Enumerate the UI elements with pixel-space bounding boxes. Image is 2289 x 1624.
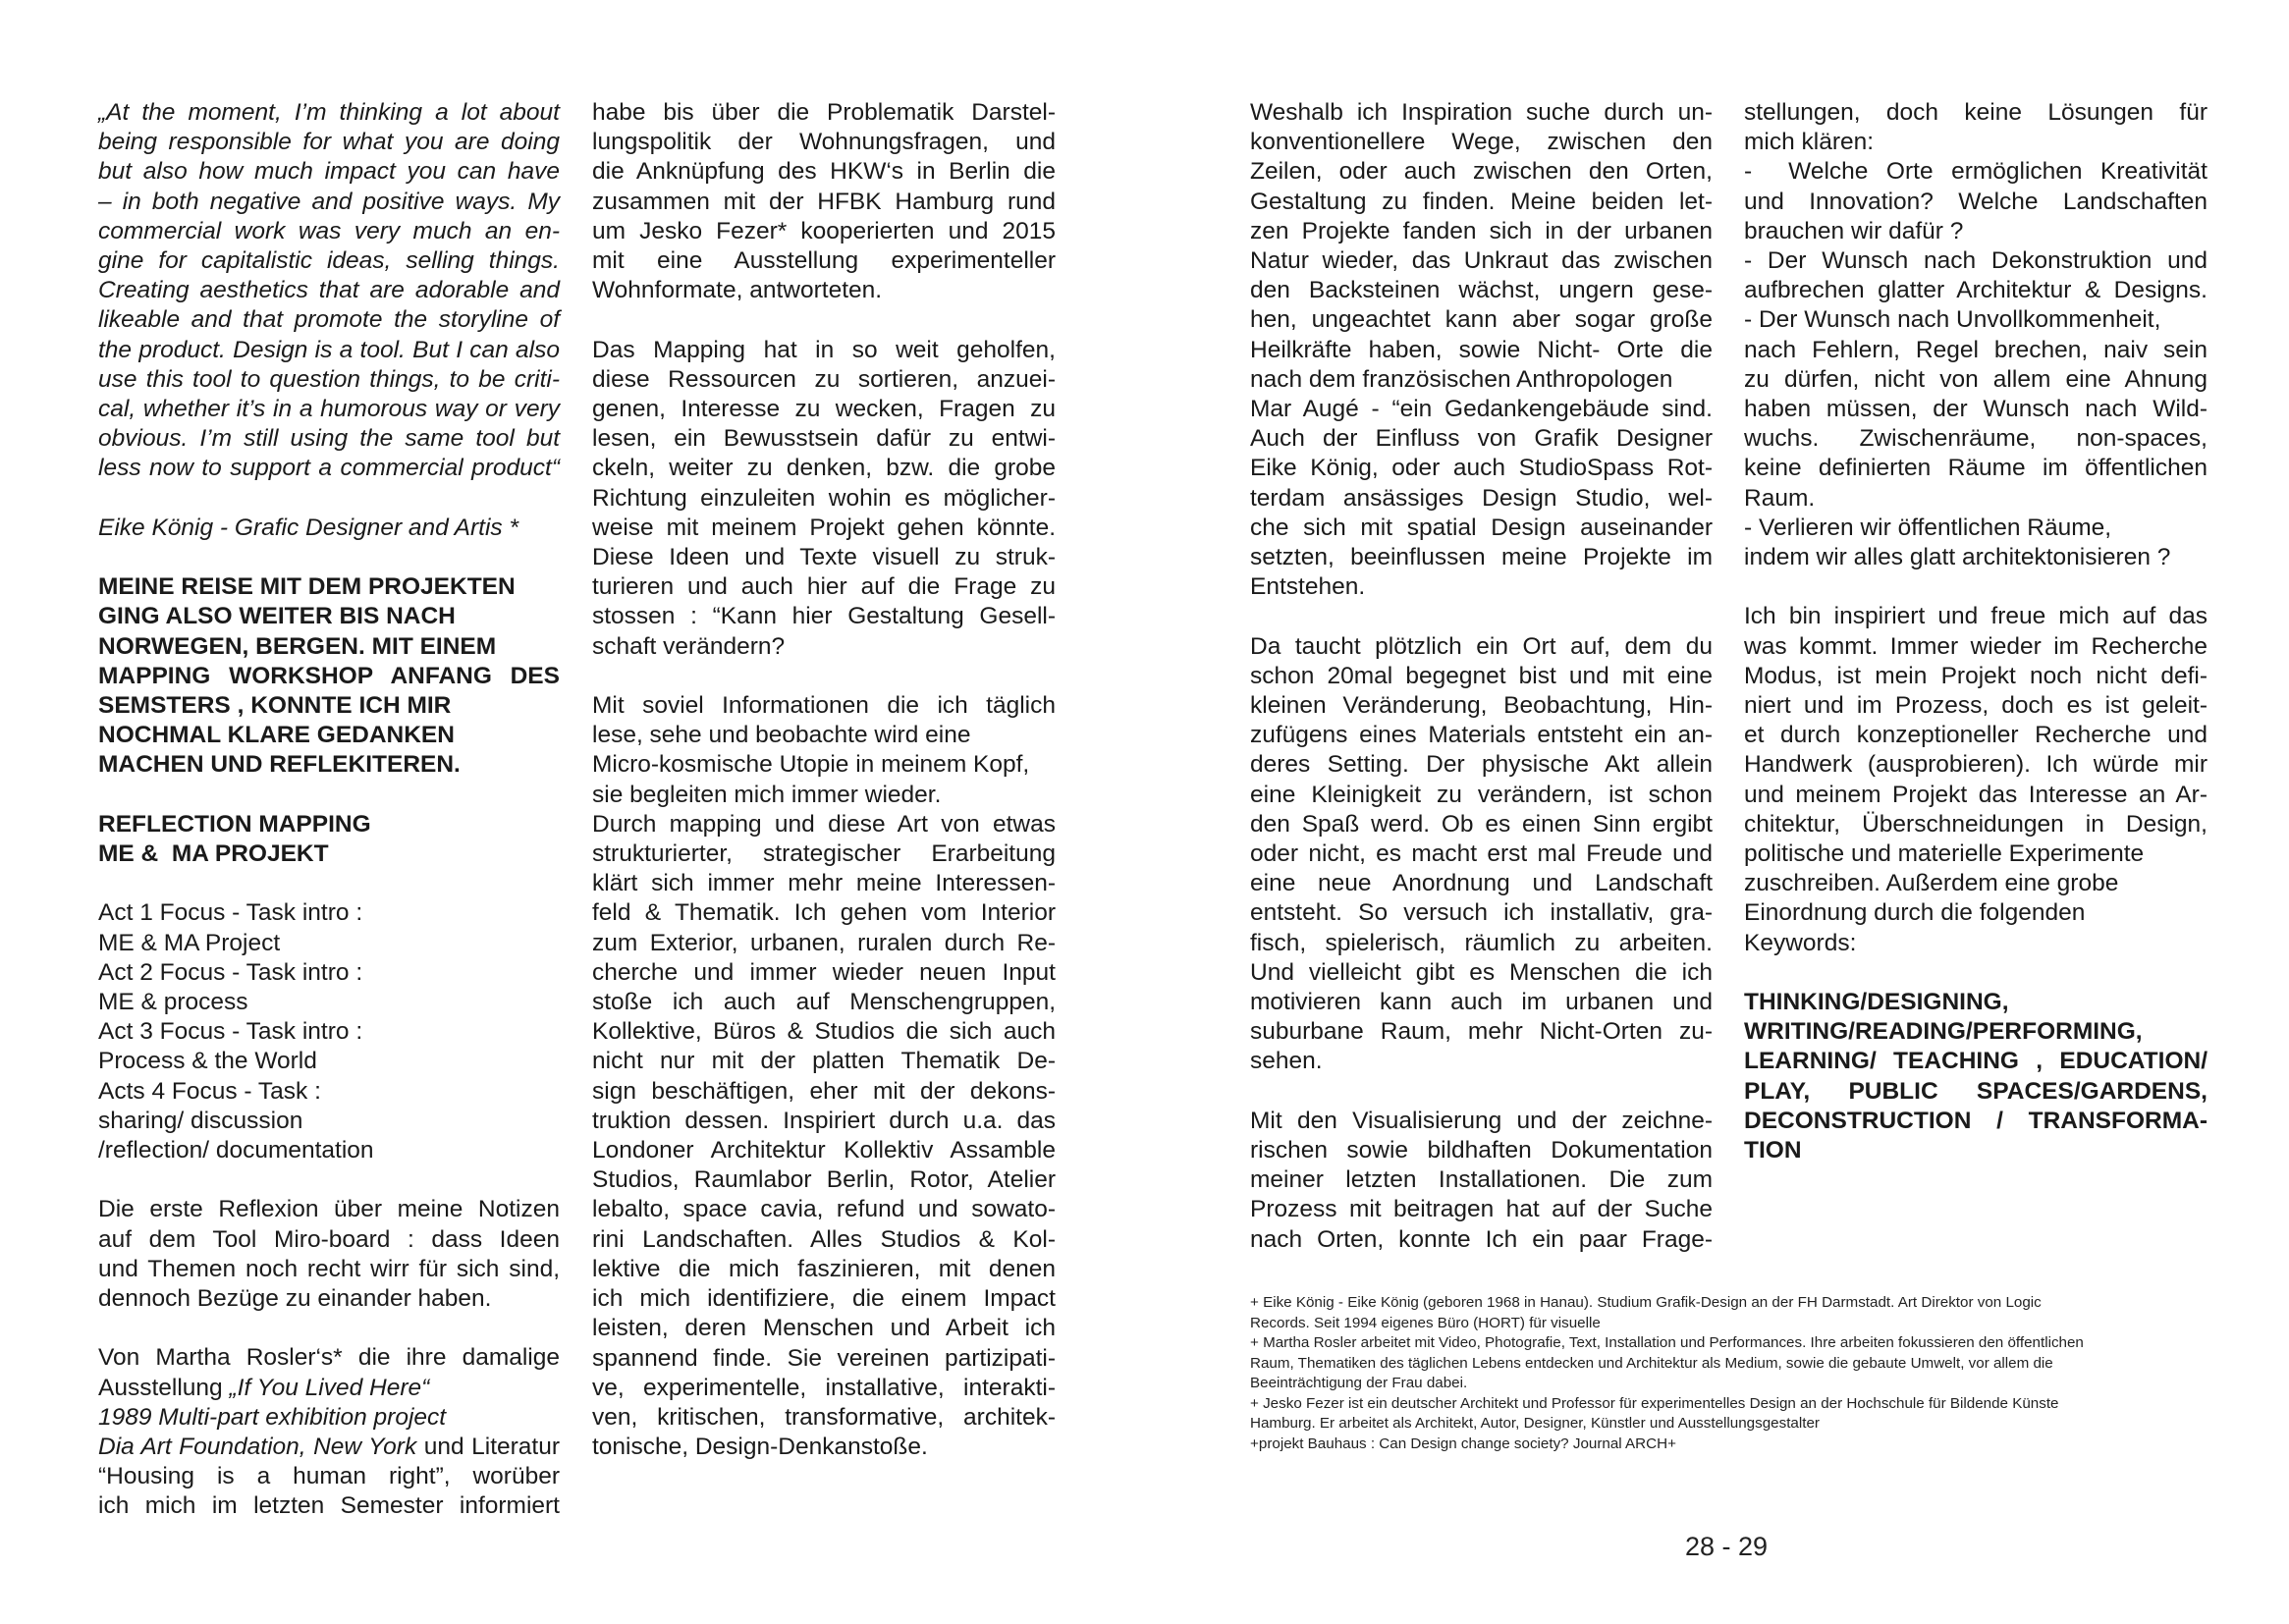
body-line: Entstehen.	[1250, 573, 1366, 601]
body-line: klärt sich immer mehr meine Interessen-	[592, 870, 1056, 897]
body-line: zum Exterior, urbanen, ruralen durch Re-	[592, 929, 1056, 956]
body-line: entsteht. So versuch ich installativ, gra-	[1250, 899, 1713, 927]
body-line: weise mit meinem Projekt gehen könnte.	[592, 514, 1056, 541]
footnote-line: Records. Seit 1994 eigenes Büro (HORT) für visuelle	[1250, 1314, 1601, 1331]
body-line: mit eine Ausstellung experimenteller	[592, 247, 1056, 275]
quote-line: gine for capitalistic ideas, selling things.	[98, 247, 560, 275]
body-line: “Housing is a human right”, worüber	[98, 1463, 560, 1490]
act-item: Act 3 Focus - Task intro :	[98, 1018, 363, 1046]
body-line: was kommt. Immer wieder im Recherche	[1744, 632, 2207, 660]
footnote-line: Beeinträchtigung der Frau dabei.	[1250, 1375, 1468, 1391]
list-line: - Verlieren wir öffentlichen Räume,	[1744, 514, 2112, 541]
body-line: Ich bin inspiriert und freue mich auf das	[1744, 603, 2207, 630]
body-line: deres Setting. Der physische Akt allein	[1250, 751, 1713, 779]
quote-line: cal, whether it’s in a humorous way or very	[98, 396, 560, 423]
footnote-line: +projekt Bauhaus : Can Design change society? Journal ARCH+	[1250, 1435, 1676, 1452]
body-line: motivieren kann auch im urbanen und	[1250, 989, 1713, 1016]
body-line: rini Landschaften. Alles Studios & Kol-	[592, 1225, 1056, 1253]
body-line: haben müssen, der Wunsch nach Wild-	[1744, 396, 2207, 423]
body-line: den Backsteinen wächst, ungern gese-	[1250, 277, 1713, 304]
body-line: zen Projekte fanden sich in der urbanen	[1250, 217, 1713, 244]
body-line: fisch, spielerisch, räumlich zu arbeiten.	[1250, 929, 1713, 956]
body-paragraph	[592, 336, 1056, 662]
footnote-line: + Jesko Fezer ist ein deutscher Architekt und Professor für experimentelles Design an der Hochschule für Bildende Künste	[1250, 1394, 2059, 1412]
body-text: Ausstellung	[98, 1374, 230, 1401]
body-paragraph	[1744, 602, 2207, 957]
body-line: spannend finde. Sie vereinen partizipati-	[592, 1344, 1056, 1372]
footnote-line: Raum, Thematiken des täglichen Lebens entdecken und Architektur als Medium, sowie die gebaute Umwelt, vor allem die	[1250, 1354, 2053, 1372]
body-line: Mit den Visualisierung und der zeichne-	[1250, 1107, 1713, 1134]
quote-line: Creating aesthetics that are adorable and	[98, 277, 560, 304]
body-line: Da taucht plötzlich ein Ort auf, dem du	[1250, 632, 1713, 660]
body-line: auf dem Tool Miro-board : dass Ideen	[98, 1225, 560, 1253]
body-line: Micro-kosmische Utopie in meinem Kopf,	[592, 751, 1030, 779]
body-line: Auch der Einfluss von Grafik Designer	[1250, 425, 1713, 453]
body-paragraph	[1250, 1107, 1713, 1255]
body-line: Weshalb ich Inspiration suche durch un-	[1250, 99, 1713, 126]
body-line: nach dem französischen Anthropologen	[1250, 365, 1673, 393]
body-line: kleinen Veränderung, Beobachtung, Hin-	[1250, 692, 1713, 720]
acts-list	[98, 898, 560, 1165]
body-line: lungspolitik der Wohnungsfragen, und	[592, 129, 1056, 156]
body-line: den Spaß werd. Ob es einen Sinn ergibt	[1250, 810, 1713, 838]
rosler-paragraph	[98, 1343, 560, 1521]
body-line: hen, ungeachtet kann aber sogar große	[1250, 306, 1713, 334]
body-line: und Themen noch recht wirr für sich sind,	[98, 1255, 560, 1282]
body-line: ich mich identifiziere, die einem Impact	[592, 1285, 1056, 1313]
act-item: Act 1 Focus - Task intro :	[98, 899, 363, 927]
body-paragraph	[1744, 98, 2207, 572]
keyword-line: LEARNING/ TEACHING , EDUCATION/	[1744, 1048, 2207, 1075]
body-line: truktion dessen. Inspiriert durch u.a. das	[592, 1107, 1056, 1134]
heading-line: MACHEN UND REFLEKITEREN.	[98, 751, 461, 779]
subheading-line: REFLECTION MAPPING	[98, 810, 371, 838]
footnotes	[1250, 1293, 2207, 1454]
body-line: Und vielleicht gibt es Menschen die ich	[1250, 958, 1713, 986]
body-line: eine Kleinigkeit zu verändern, ist schon	[1250, 781, 1713, 808]
body-line	[98, 1374, 560, 1403]
body-line: tonische, Design-Denkanstoße.	[592, 1434, 928, 1461]
keyword-line: TION	[1744, 1137, 1802, 1164]
body-line: lesen, ein Bewusstsein dafür zu entwi-	[592, 425, 1056, 453]
body-line: Modus, ist mein Projekt noch nicht defi-	[1744, 662, 2207, 689]
body-line: stoße ich auch auf Menschengruppen,	[592, 989, 1056, 1016]
body-line: sehen.	[1250, 1048, 1323, 1075]
body-line: meiner letzten Installationen. Die zum	[1250, 1166, 1713, 1194]
reflection-paragraph	[98, 1195, 560, 1314]
body-paragraph	[1250, 632, 1713, 1077]
body-line: Studios, Raumlabor Berlin, Rotor, Atelier	[592, 1166, 1056, 1194]
body-line: Prozess mit beitragen hat auf der Suche	[1250, 1196, 1713, 1223]
body-line: et durch konzeptioneller Recherche und	[1744, 722, 2207, 749]
quote-line: „At the moment, I’m thinking a lot about	[98, 99, 560, 126]
body-line: ven, kritischen, transformative, architek-	[592, 1403, 1056, 1431]
body-line: ve, experimentelle, installative, interakti-	[592, 1374, 1056, 1401]
body-line: schon 20mal begegnet bist und mit eine	[1250, 662, 1713, 689]
quote-line: but also how much impact you can have	[98, 158, 560, 186]
body-line: dennoch Bezüge zu einander haben.	[98, 1285, 492, 1313]
body-line: indem wir alles glatt architektonisieren ?	[1744, 544, 2171, 571]
body-paragraph	[592, 691, 1056, 1462]
body-line: sign beschäftigen, eher mit der dekons-	[592, 1077, 1056, 1105]
body-line: Diese Ideen und Texte visuell zu struk-	[592, 544, 1056, 571]
list-line: - Welche Orte ermöglichen Kreativität	[1744, 158, 2207, 186]
quote-line: less now to support a commercial product“	[98, 455, 560, 482]
body-line: keine definierten Räume im öffentlichen	[1744, 455, 2207, 482]
body-line: nach Orten, konnte Ich ein paar Frage-	[1250, 1225, 1713, 1253]
list-line: - Der Wunsch nach Dekonstruktion und	[1744, 247, 2207, 275]
subheading-line: ME & MA PROJEKT	[98, 840, 329, 868]
body-line: Wohnformate, antworteten.	[592, 277, 883, 304]
body-line: Handwerk (ausprobieren). Ich würde mir	[1744, 751, 2207, 779]
body-line: cherche und immer wieder neuen Input	[592, 958, 1056, 986]
body-line: lektive die mich faszinieren, mit denen	[592, 1255, 1056, 1282]
column-left-page-1	[98, 98, 560, 1522]
body-line: schaft verändern?	[592, 632, 786, 660]
body-line: wuchs. Zwischenräume, non-spaces,	[1744, 425, 2207, 453]
body-line: strukturierter, strategischer Erarbeitung	[592, 840, 1056, 868]
body-line	[98, 1433, 560, 1462]
subsection-heading	[98, 810, 560, 869]
body-line: Keywords:	[1744, 929, 1857, 956]
act-item: Acts 4 Focus - Task :	[98, 1077, 321, 1105]
body-line: sie begleiten mich immer wieder.	[592, 781, 942, 808]
body-line: setzten, beeinflussen meine Projekte im	[1250, 544, 1713, 571]
body-paragraph	[592, 98, 1056, 305]
exhibition-title: „If You Lived Here“	[229, 1374, 430, 1401]
body-line: ckeln, weiter zu denken, bzw. die grobe	[592, 455, 1056, 482]
body-line: ich mich im letzten Semester informiert	[98, 1492, 560, 1520]
body-line: zu dürfen, nicht von allem eine Ahnung	[1744, 365, 2207, 393]
footnote-line: + Martha Rosler arbeitet mit Video, Photografie, Text, Installation und Performances. Ihre arbeiten fokussieren den öffentlichen	[1250, 1334, 2084, 1351]
body-line: nicht nur mit der platten Thematik De-	[592, 1048, 1056, 1075]
body-line: und Innovation? Welche Landschaften	[1744, 188, 2207, 215]
body-line: Richtung einzuleiten wohin es möglicher-	[592, 484, 1056, 512]
body-line: Das Mapping hat in so weit geholfen,	[592, 336, 1056, 363]
quote-line: commercial work was very much an en-	[98, 217, 560, 244]
body-line: zusammen mit der HFBK Hamburg rund	[592, 188, 1056, 215]
body-line: habe bis über die Problematik Darstel-	[592, 99, 1056, 126]
act-item: /reflection/ documentation	[98, 1137, 374, 1164]
heading-line: NOCHMAL KLARE GEDANKEN	[98, 722, 455, 749]
body-line: Londoner Architektur Kollektiv Assamble	[592, 1137, 1056, 1164]
quote-line: – in both negative and positive ways. My	[98, 188, 560, 215]
body-line: Eike König, oder auch StudioSpass Rot-	[1250, 455, 1713, 482]
body-line: Raum.	[1744, 484, 1816, 512]
body-line: diese Ressourcen zu sortieren, anzuei-	[592, 365, 1056, 393]
body-line: stellungen, doch keine Lösungen für	[1744, 99, 2207, 126]
keyword-line: DECONSTRUCTION / TRANSFORMA-	[1744, 1107, 2207, 1134]
body-line: Heilkräfte haben, sowie Nicht- Orte die	[1250, 336, 1713, 363]
body-line: Natur wieder, das Unkraut das zwischen	[1250, 247, 1713, 275]
body-line: 1989 Multi-part exhibition project	[98, 1403, 447, 1431]
body-line: um Jesko Fezer* kooperierten und 2015	[592, 217, 1056, 244]
heading-line: MAPPING WORKSHOP ANFANG DES	[98, 662, 560, 689]
quote-line: the product. Design is a tool. But I can also	[98, 336, 560, 363]
act-item: sharing/ discussion	[98, 1107, 303, 1134]
body-line: lebalto, space cavia, refund und sowato-	[592, 1196, 1056, 1223]
heading-line: GING ALSO WEITER BIS NACH	[98, 603, 456, 630]
foundation-name: Dia Art Foundation, New York	[98, 1434, 417, 1461]
body-line: politische und materielle Experimente	[1744, 840, 2145, 868]
quote-line: use this tool to question things, to be criti-	[98, 365, 560, 393]
heading-line: NORWEGEN, BERGEN. MIT EINEM	[98, 632, 497, 660]
body-line: zufügens eines Materials entsteht ein an-	[1250, 722, 1713, 749]
body-line: Von Martha Rosler‘s* die ihre damalige	[98, 1344, 560, 1372]
body-line: Kollektive, Büros & Studios die sich auch	[592, 1018, 1056, 1046]
list-line: - Der Wunsch nach Unvollkommenheit,	[1744, 306, 2161, 334]
body-line: Die erste Reflexion über meine Notizen	[98, 1196, 560, 1223]
body-line: rischen sowie bildhaften Dokumentation	[1250, 1137, 1713, 1164]
body-line: Einordnung durch die folgenden	[1744, 899, 2086, 927]
quote-attribution	[98, 514, 560, 543]
body-line: konventionellere Wege, zwischen den	[1250, 129, 1713, 156]
attribution-text: Eike König - Grafic Designer and Artis *	[98, 514, 519, 541]
keywords-block	[1744, 988, 2207, 1165]
act-item: Process & the World	[98, 1048, 317, 1075]
body-line: oder nicht, es macht erst mal Freude und	[1250, 840, 1713, 868]
act-item: ME & MA Project	[98, 929, 281, 956]
body-line: aufbrechen glatter Architektur & Designs.	[1744, 277, 2207, 304]
body-line: chitektur, Überschneidungen in Design,	[1744, 810, 2207, 838]
body-line: brauchen wir dafür ?	[1744, 217, 1964, 244]
column-right-page-1	[1250, 98, 1713, 1255]
body-line: turieren und auch hier auf die Frage zu	[592, 573, 1056, 601]
body-text: und Literatur	[416, 1434, 560, 1461]
body-line: die Anknüpfung des HKW‘s in Berlin die	[592, 158, 1056, 186]
body-line: nach Fehlern, Regel brechen, naiv sein	[1744, 336, 2207, 363]
heading-line: SEMSTERS , KONNTE ICH MIR	[98, 692, 452, 720]
quote-line: obvious. I’m still using the same tool but	[98, 425, 560, 453]
body-line: Gestaltung zu finden. Meine beiden let-	[1250, 188, 1713, 215]
body-line: suburbane Raum, mehr Nicht-Orten zu-	[1250, 1018, 1713, 1046]
act-item: Act 2 Focus - Task intro :	[98, 958, 363, 986]
footnote-line: + Eike König - Eike König (geboren 1968 in Hanau). Studium Grafik-Design an der FH Darmstadt. Art Direktor von Logic	[1250, 1294, 2042, 1311]
body-line: terdam ansässiges Design Studio, wel-	[1250, 484, 1713, 512]
body-line: Zeilen, oder auch zwischen den Orten,	[1250, 158, 1713, 186]
body-line: Mit soviel Informationen die ich täglich	[592, 692, 1056, 720]
quote-line: being responsible for what you are doing	[98, 129, 560, 156]
heading-line: MEINE REISE MIT DEM PROJEKTEN	[98, 573, 516, 601]
column-right-page-2	[1744, 98, 2207, 1165]
keyword-line: THINKING/DESIGNING,	[1744, 989, 2009, 1016]
section-heading	[98, 572, 560, 780]
act-item: ME & process	[98, 989, 248, 1016]
column-left-page-2	[592, 98, 1056, 1462]
footnote-line: Hamburg. Er arbeitet als Architekt, Autor, Designer, Künstler und Ausstellungsgestalter	[1250, 1415, 1820, 1432]
body-line: che sich mit spatial Design auseinander	[1250, 514, 1713, 541]
body-line: lese, sehe und beobachte wird eine	[592, 722, 971, 749]
quote-paragraph	[98, 98, 560, 484]
body-line: stossen : “Kann hier Gestaltung Gesell-	[592, 603, 1056, 630]
body-line: genen, Interesse zu wecken, Fragen zu	[592, 396, 1056, 423]
body-line: und meinem Projekt das Interesse an Ar-	[1744, 781, 2207, 808]
body-line: feld & Thematik. Ich gehen vom Interior	[592, 899, 1056, 927]
body-line: Durch mapping und diese Art von etwas	[592, 810, 1056, 838]
body-line: niert und im Prozess, doch es ist geleit-	[1744, 692, 2207, 720]
body-line: leisten, deren Menschen und Arbeit ich	[592, 1315, 1056, 1342]
quote-line: likeable and that promote the storyline of	[98, 306, 560, 334]
keyword-line: PLAY, PUBLIC SPACES/GARDENS,	[1744, 1077, 2207, 1105]
body-line: eine neue Anordnung und Landschaft	[1250, 870, 1713, 897]
page-number: 28 - 29	[1685, 1532, 1769, 1561]
body-line: zuschreiben. Außerdem eine grobe	[1744, 870, 2119, 897]
body-paragraph	[1250, 98, 1713, 602]
keyword-line: WRITING/READING/PERFORMING,	[1744, 1018, 2143, 1046]
body-line: Mar Augé - “ein Gedankengebäude sind.	[1250, 396, 1713, 423]
body-line: mich klären:	[1744, 129, 1875, 156]
